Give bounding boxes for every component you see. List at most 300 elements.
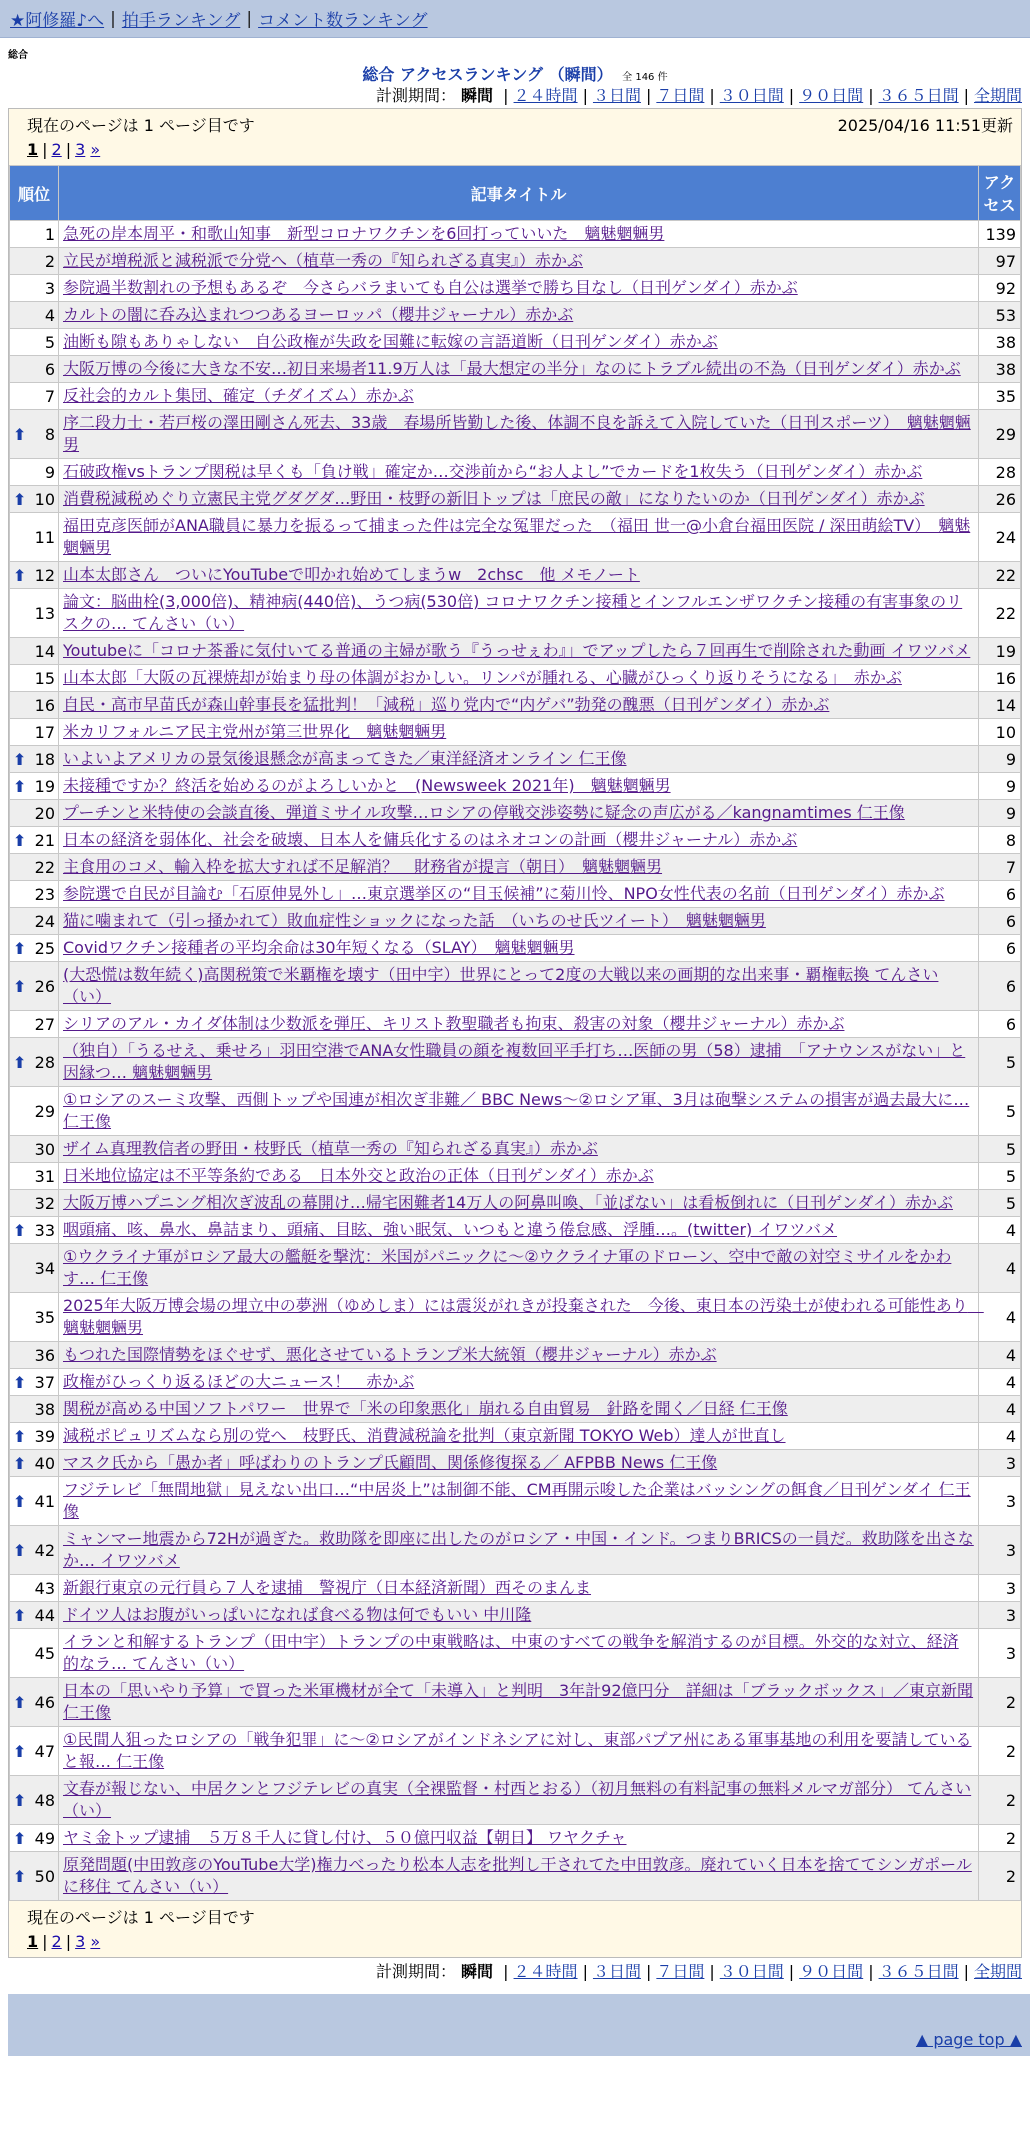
rank-number: 7	[44, 386, 55, 406]
article-title-link[interactable]: ミャンマー地震から72Hが過ぎた。救助隊を即座に出したのがロシア・中国・インド。つまりBRICSの一員だ。救助隊を出さなか… イワツバメ	[63, 1529, 974, 1570]
article-title-link[interactable]: 米カリフォルニア民主党州が第三世界化 魑魅魍魎男	[63, 722, 447, 741]
current-page-text: 現在のページは 1 ページ目です	[27, 1908, 255, 1927]
period-separator: |	[868, 86, 874, 105]
table-row	[10, 665, 1021, 692]
article-title-link[interactable]: 大阪万博ハプニング相次ぎ波乱の幕開け…帰宅困難者14万人の阿鼻叫喚、「並ばない」は看板倒れに（日刊ゲンダイ）赤かぶ	[63, 1193, 953, 1212]
rank-number: 50	[34, 1866, 55, 1886]
rank-number: 2	[44, 251, 55, 271]
rank-cell	[10, 1190, 59, 1217]
article-title-link[interactable]: ①ウクライナ軍がロシア最大の艦艇を撃沈：米国がパニックに〜②ウクライナ軍のドローン、空中で敵の対空ミサイルをかわす… 仁王像	[63, 1247, 952, 1288]
article-title-link[interactable]: (大恐慌は数年続く)高関税策で米覇権を壊す（田中宇）世界にとって2度の大戦以来の画期的な出来事・覇権転換 てんさい（い）	[63, 965, 939, 1006]
access-count: 5	[979, 1136, 1021, 1163]
rank-number: 19	[34, 776, 55, 796]
period-option-link[interactable]: ３６５日間	[878, 86, 959, 105]
page-link[interactable]: 2	[51, 140, 62, 159]
article-title-link[interactable]: 新銀行東京の元行員ら７人を逮捕 警視庁（日本経済新聞）西そのまんま	[63, 1578, 592, 1597]
rank-number: 18	[34, 749, 55, 769]
title-cell	[59, 1136, 979, 1163]
applause-ranking-link[interactable]: 拍手ランキング	[121, 11, 241, 31]
access-count: 38	[979, 356, 1021, 383]
title-cell	[59, 962, 979, 1011]
access-count: 2	[979, 1776, 1021, 1825]
title-cell	[59, 1038, 979, 1087]
page-top-bar	[8, 2024, 1030, 2056]
title-cell	[59, 1217, 979, 1244]
period-separator: |	[503, 86, 509, 105]
title-cell	[59, 773, 979, 800]
period-label: 計測期間：	[375, 86, 456, 105]
period-option-link[interactable]: ７日間	[656, 86, 705, 105]
access-count: 53	[979, 302, 1021, 329]
article-title-link[interactable]: 論文：脳曲栓(3,000倍)、精神病(440倍)、うつ病(530倍) コロナワクチン接種とインフルエンザワクチン接種の有害事象のリスクの… てんさい（い）	[63, 592, 963, 633]
rank-number: 5	[44, 332, 55, 352]
table-row	[10, 1087, 1021, 1136]
rank-cell	[10, 1776, 59, 1825]
title-cell	[59, 854, 979, 881]
rank-cell	[10, 459, 59, 486]
period-separator: |	[709, 1962, 715, 1981]
period-separator: |	[645, 1962, 652, 1981]
rank-cell	[10, 800, 59, 827]
table-row	[10, 908, 1021, 935]
title-cell	[59, 1369, 979, 1396]
up-arrow-icon: ⬆	[13, 424, 27, 444]
table-row	[10, 1396, 1021, 1423]
access-count: 6	[979, 1011, 1021, 1038]
table-row	[10, 562, 1021, 589]
article-title-link[interactable]: イランと和解するトランプ（田中宇）トランプの中東戦略は、中東のすべての戦争を解消するのが目標。外交的な対立、経済的なラ… てんさい（い）	[63, 1632, 959, 1673]
article-title-link[interactable]: ①ロシアのスーミ攻撃、西側トップや国連が相次ぎ非難／ BBC News〜②ロシア軍、3月は砲撃システムの損害が過去最大に… 仁王像	[63, 1090, 970, 1131]
rank-number: 47	[34, 1741, 55, 1761]
article-title-link[interactable]: 序二段力士・若戸桜の澤田剛さん死去、33歳 春場所皆勤した後、体調不良を訴えて入院していた（日刊スポーツ） 魑魅魍魎男	[63, 413, 971, 454]
title-cell	[59, 638, 979, 665]
title-cell	[59, 935, 979, 962]
article-title-link[interactable]: 未接種ですか？終活を始めるのがよろしいかと (Newsweek 2021年) 魑魅魍魎男	[63, 776, 671, 795]
up-arrow-icon: ⬆	[13, 565, 27, 585]
access-count: 4	[979, 1342, 1021, 1369]
rank-cell	[10, 854, 59, 881]
access-count: 8	[979, 827, 1021, 854]
title-cell	[59, 356, 979, 383]
article-title-link[interactable]: 関税が高める中国ソフトパワー 世界で「米の印象悪化」崩れる自由貿易 針路を聞く／日経 仁王像	[63, 1399, 788, 1418]
rank-cell	[10, 302, 59, 329]
period-separator: |	[788, 1962, 795, 1981]
article-title-link[interactable]: 福田克彦医師がANA職員に暴力を振るって捕まった件は完全な冤罪だった （福田 世一@小倉台福田医院 / 深田萌絵TV） 魑魅魍魎男	[63, 516, 971, 557]
title-cell	[59, 1852, 979, 1901]
period-option-link[interactable]: ３日間	[592, 1962, 641, 1981]
title-cell	[59, 1190, 979, 1217]
article-title-link[interactable]: 山本太郎さん ついにYouTubeで叩かれ始めてしまうw 2chsc 他 メモノート	[63, 565, 640, 584]
article-title-link[interactable]: 猫に噛まれて（引っ掻かれて）敗血症性ショックになった話 （いちのせ氏ツイート） 魑魅魍魎男	[63, 911, 766, 930]
rank-cell	[10, 1526, 59, 1575]
access-count: 6	[979, 881, 1021, 908]
rank-number: 45	[34, 1643, 55, 1663]
rank-cell	[10, 827, 59, 854]
period-separator: |	[645, 86, 652, 105]
current-page-number: 1	[27, 1932, 39, 1951]
article-title-link[interactable]: 石破政権vsトランプ関税は早くも「負け戦」確定か…交渉前から“お人よし”でカードを1枚失う（日刊ゲンダイ）赤かぶ	[63, 462, 923, 481]
article-title-link[interactable]: Covidワクチン接種者の平均余命は30年短くなる（SLAY） 魑魅魍魎男	[63, 938, 575, 957]
article-title-link[interactable]: （独自）「うるせえ、乗せろ」羽田空港でANA女性職員の顔を複数回平手打ち…医師の男（58）逮捕 「アナウンスがない」と因縁つ… 魑魅魍魎男	[63, 1041, 966, 1082]
period-option-link[interactable]: ７日間	[656, 1962, 705, 1981]
title-cell	[59, 1678, 979, 1727]
title-cell	[59, 1526, 979, 1575]
access-count: 9	[979, 773, 1021, 800]
period-current: 瞬間	[461, 86, 494, 105]
up-arrow-icon: ⬆	[13, 1866, 27, 1886]
title-cell	[59, 275, 979, 302]
article-title-link[interactable]: 日本の「思いやり予算」で買った米軍機材が全て「未導入」と判明 3年計92億円分 詳細は「ブラックボックス」／東京新聞 仁王像	[63, 1681, 974, 1722]
up-arrow-icon: ⬆	[13, 1426, 27, 1446]
rank-number: 46	[34, 1692, 55, 1712]
period-option-link[interactable]: 全期間	[973, 86, 1022, 105]
access-count: 4	[979, 1423, 1021, 1450]
footer-bar	[8, 1994, 1030, 2024]
article-title-link[interactable]: 参院選で自民が目論む「石原伸晃外し」…東京選挙区の“目玉候補”に菊川怜、NPO女性代表の名前（日刊ゲンダイ）赤かぶ	[63, 884, 945, 903]
article-title-link[interactable]: プーチンと米特使の会談直後、弾道ミサイル攻撃…ロシアの停戦交渉姿勢に疑念の声広がる／kangnamtimes 仁王像	[63, 803, 905, 822]
article-title-link[interactable]: 急死の岸本周平・和歌山知事 新型コロナワクチンを6回打っていいた 魑魅魍魎男	[63, 224, 665, 243]
rank-cell	[10, 1727, 59, 1776]
page-separator: |	[42, 1932, 48, 1951]
pager-bottom	[9, 1901, 1021, 1957]
title-cell	[59, 827, 979, 854]
title-cell	[59, 329, 979, 356]
rank-number: 28	[34, 1052, 55, 1072]
period-option-link[interactable]: ９０日間	[799, 86, 864, 105]
table-row	[10, 1038, 1021, 1087]
up-arrow-icon: ⬆	[13, 1790, 27, 1810]
up-arrow-icon: ⬆	[13, 1828, 27, 1848]
access-count: 3	[979, 1575, 1021, 1602]
title-cell	[59, 1293, 984, 1342]
article-title-link[interactable]: Youtubeに「コロナ茶番に気付いてる普通の主婦が歌う『うっせぇわ』」でアップしたら７回再生で削除された動画 イワツバメ	[63, 641, 971, 660]
page-link[interactable]: 3	[75, 140, 86, 159]
ranking-title: 総合 アクセスランキング （瞬間）	[362, 65, 613, 84]
rank-cell	[10, 1450, 59, 1477]
up-arrow-icon: ⬆	[13, 1372, 27, 1392]
rank-number: 39	[34, 1426, 55, 1446]
article-title-link[interactable]: 自民・高市早苗氏が森山幹事長を猛批判！「減税」巡り党内で“内ゲバ”勃発の醜悪（日刊ゲンダイ）赤かぶ	[63, 695, 830, 714]
title-cell	[59, 1342, 979, 1369]
next-page-link[interactable]: »	[90, 1932, 101, 1951]
access-count: 6	[979, 962, 1021, 1011]
rank-cell	[10, 773, 59, 800]
table-row	[10, 486, 1021, 513]
title-cell	[59, 881, 979, 908]
rank-cell	[10, 1038, 59, 1087]
up-arrow-icon: ⬆	[13, 1453, 27, 1473]
period-label: 計測期間：	[375, 1962, 456, 1981]
access-count: 6	[979, 935, 1021, 962]
rank-number: 43	[34, 1578, 55, 1598]
period-separator: |	[582, 1962, 588, 1981]
rank-cell	[10, 746, 59, 773]
page-top-link[interactable]: ▲ page top ▲	[915, 2030, 1022, 2049]
title-cell	[59, 1163, 979, 1190]
article-title-link[interactable]: 減税ポピュリズムなら別の党へ 枝野氏、消費減税論を批判（東京新聞 TOKYO Web）達人が世直し	[63, 1426, 786, 1445]
article-title-link[interactable]: 咽頭痛、咳、鼻水、鼻詰まり、頭痛、目眩、強い眠気、いつもと違う倦怠感、浮腫…。(twitter) イワツバメ	[63, 1220, 838, 1239]
rank-number: 13	[34, 603, 55, 623]
title-cell	[59, 665, 979, 692]
table-row	[10, 1776, 1021, 1825]
period-option-link[interactable]: ３日間	[592, 86, 641, 105]
period-selector-bottom	[0, 1960, 1030, 1984]
page-separator: |	[42, 140, 48, 159]
page-separator: |	[65, 1932, 72, 1951]
title-cell	[59, 1602, 979, 1629]
period-separator: |	[963, 86, 969, 105]
title-cell	[59, 1087, 979, 1136]
rank-number: 4	[44, 305, 55, 325]
table-row	[10, 329, 1021, 356]
rank-cell	[10, 1087, 59, 1136]
rank-number: 48	[34, 1790, 55, 1810]
table-row	[10, 1602, 1021, 1629]
access-count: 9	[979, 800, 1021, 827]
period-options	[498, 86, 1022, 105]
article-title-link[interactable]: いよいよアメリカの景気後退懸念が高まってきた／東洋経済オンライン 仁王像	[63, 749, 627, 768]
rank-cell	[10, 692, 59, 719]
access-count: 19	[979, 638, 1021, 665]
page-links	[27, 140, 1013, 159]
title-cell	[59, 1629, 979, 1678]
table-row	[10, 1526, 1021, 1575]
access-count: 14	[979, 692, 1021, 719]
rank-cell	[10, 248, 59, 275]
up-arrow-icon: ⬆	[13, 1692, 27, 1712]
access-count: 4	[979, 1244, 1021, 1293]
article-title-link[interactable]: 油断も隙もありゃしない 自公政権が失政を国難に転嫁の言語道断（日刊ゲンダイ）赤かぶ	[63, 332, 718, 351]
up-arrow-icon: ⬆	[13, 1540, 27, 1560]
table-row	[10, 1136, 1021, 1163]
access-count: 5	[979, 1190, 1021, 1217]
access-count: 3	[979, 1602, 1021, 1629]
current-page-text: 現在のページは 1 ページ目です	[27, 116, 255, 135]
title-cell	[59, 1244, 979, 1293]
rank-number: 40	[34, 1453, 55, 1473]
up-arrow-icon: ⬆	[13, 1741, 27, 1761]
access-count: 24	[979, 513, 1021, 562]
article-title-link[interactable]: 2025年大阪万博会場の埋立中の夢洲（ゆめしま）には震災がれきが投棄された 今後、東日本の汚染土が使われる可能性あり 魑魅魍魎男	[63, 1296, 984, 1337]
rank-number: 38	[34, 1399, 55, 1419]
comment-ranking-link[interactable]: コメント数ランキング	[258, 11, 428, 31]
access-count: 16	[979, 665, 1021, 692]
rank-cell	[10, 329, 59, 356]
rank-number: 29	[34, 1101, 55, 1121]
rank-number: 14	[34, 641, 55, 661]
period-current: 瞬間	[461, 1962, 494, 1981]
access-count: 4	[979, 1396, 1021, 1423]
access-count: 38	[979, 329, 1021, 356]
access-count: 139	[979, 221, 1021, 248]
rank-cell	[10, 1136, 59, 1163]
rank-number: 33	[34, 1220, 55, 1240]
title-cell	[59, 800, 979, 827]
article-title-link[interactable]: 大阪万博の今後に大きな不安…初日来場者11.9万人は「最大想定の半分」なのにトラブル続出の不為（日刊ゲンダイ）赤かぶ	[63, 359, 961, 378]
access-count: 2	[979, 1852, 1021, 1901]
access-count: 5	[979, 1038, 1021, 1087]
title-cell	[59, 908, 979, 935]
rank-cell	[10, 1342, 59, 1369]
article-title-link[interactable]: 反社会的カルト集団、確定（チダイズム）赤かぶ	[63, 386, 414, 405]
title-cell	[59, 1423, 979, 1450]
table-row	[10, 1825, 1021, 1852]
table-row	[10, 827, 1021, 854]
up-arrow-icon: ⬆	[13, 776, 27, 796]
table-row	[10, 589, 1021, 638]
up-arrow-icon: ⬆	[13, 1605, 27, 1625]
period-options	[498, 1962, 1022, 1981]
ranking-frame	[8, 108, 1022, 1958]
article-title-link[interactable]: 日米地位協定は不平等条約である 日本外交と政治の正体（日刊ゲンダイ）赤かぶ	[63, 1166, 654, 1185]
period-option-link[interactable]: ９０日間	[799, 1962, 864, 1981]
article-title-link[interactable]: フジテレビ「無間地獄」見えない出口…“中居炎上”は制御不能、CM再開示唆した企業はバッシングの餌食／日刊ゲンダイ 仁王像	[63, 1480, 971, 1521]
rank-number: 24	[34, 911, 55, 931]
rank-cell	[10, 513, 59, 562]
up-arrow-icon: ⬆	[13, 1052, 27, 1072]
rank-number: 23	[34, 884, 55, 904]
table-row	[10, 1190, 1021, 1217]
table-row	[10, 746, 1021, 773]
article-title-link[interactable]: 主食用のコメ、輸入枠を拡大すれば不足解消？ 財務省が提言（朝日） 魑魅魍魎男	[63, 857, 663, 876]
rank-number: 21	[34, 830, 55, 850]
rank-number: 44	[34, 1605, 55, 1625]
access-count: 6	[979, 908, 1021, 935]
period-option-link[interactable]: 全期間	[973, 1962, 1022, 1981]
rank-cell	[10, 1396, 59, 1423]
article-title-link[interactable]: 文春が報じない、中居クンとフジテレビの真実（全裸監督・村西とおる）（初月無料の有料記事の無料メルマガ部分） てんさい（い）	[63, 1779, 972, 1820]
period-option-link[interactable]: ３０日間	[719, 1962, 784, 1981]
access-count: 5	[979, 1087, 1021, 1136]
site-home-link[interactable]: ★阿修羅♪へ	[10, 11, 105, 31]
rank-cell	[10, 1011, 59, 1038]
access-count: 3	[979, 1526, 1021, 1575]
rank-cell	[10, 1629, 59, 1678]
title-cell	[59, 302, 979, 329]
rank-number: 32	[34, 1193, 55, 1213]
rank-cell	[10, 1217, 59, 1244]
up-arrow-icon: ⬆	[13, 1491, 27, 1511]
access-count: 29	[979, 410, 1021, 459]
access-count: 7	[979, 854, 1021, 881]
title-cell	[59, 383, 979, 410]
table-row	[10, 1852, 1021, 1901]
rank-number: 42	[34, 1540, 55, 1560]
table-row	[10, 513, 1021, 562]
access-count: 5	[979, 1163, 1021, 1190]
period-option-link[interactable]: ２４時間	[513, 1962, 578, 1981]
period-separator: |	[503, 1962, 509, 1981]
pager-top	[9, 109, 1021, 165]
article-title-link[interactable]: ①民間人狙ったロシアの「戦争犯罪」に〜②ロシアがインドネシアに対し、東部パプア州にある軍事基地の利用を要請していると報… 仁王像	[63, 1730, 972, 1771]
title-cell	[59, 1776, 979, 1825]
article-title-link[interactable]: 立民が増税派と減税派で分党へ（植草一秀の『知られざる真実』）赤かぶ	[63, 251, 584, 270]
access-count: 2	[979, 1727, 1021, 1776]
total-count: 全 146 件	[622, 72, 668, 83]
access-count: 9	[979, 746, 1021, 773]
table-row	[10, 854, 1021, 881]
table-row	[10, 383, 1021, 410]
rank-cell	[10, 1678, 59, 1727]
table-row	[10, 881, 1021, 908]
rank-column-header: 順位	[10, 166, 59, 221]
access-count: 22	[979, 589, 1021, 638]
access-count: 92	[979, 275, 1021, 302]
rank-cell	[10, 1163, 59, 1190]
ranking-table	[9, 165, 1021, 1901]
article-title-link[interactable]: 政権がひっくり返るほどの大ニュース！ 赤かぶ	[63, 1372, 415, 1391]
table-row	[10, 1678, 1021, 1727]
article-title-link[interactable]: ザイム真理教信者の野田・枝野氏（植草一秀の『知られざる真実』）赤かぶ	[63, 1139, 598, 1158]
rank-cell	[10, 1293, 59, 1342]
up-arrow-icon: ⬆	[13, 938, 27, 958]
article-title-link[interactable]: 原発問題(中田敦彦のYouTube大学)権力べったり松本人志を批判し干されてた中田敦彦。廃れていく日本を捨ててシンガポールに移住 てんさい（い）	[63, 1855, 972, 1896]
nav-separator: |	[110, 8, 116, 29]
rank-number: 20	[34, 803, 55, 823]
access-count: 4	[979, 1217, 1021, 1244]
title-cell	[59, 1011, 979, 1038]
next-page-link[interactable]: »	[90, 140, 101, 159]
article-title-link[interactable]: 参院過半数割れの予想もあるぞ 今さらバラまいても自公は選挙で勝ち目なし（日刊ゲンダイ）赤かぶ	[63, 278, 798, 297]
rank-number: 27	[34, 1014, 55, 1034]
article-title-link[interactable]: 消費税減税めぐり立憲民主党グダグダ…野田・枝野の新旧トップは「庶民の敵」になりたいのか（日刊ゲンダイ）赤かぶ	[63, 489, 925, 508]
rank-number: 41	[34, 1491, 55, 1511]
access-count: 26	[979, 486, 1021, 513]
up-arrow-icon: ⬆	[13, 976, 27, 996]
table-row	[10, 1423, 1021, 1450]
rank-cell	[10, 665, 59, 692]
access-count: 4	[979, 1293, 1021, 1342]
rank-cell	[10, 908, 59, 935]
up-arrow-icon: ⬆	[13, 1220, 27, 1240]
rank-number: 10	[34, 489, 55, 509]
current-page-number: 1	[27, 140, 39, 159]
rank-number: 11	[34, 527, 55, 547]
table-row	[10, 1369, 1021, 1396]
period-option-link[interactable]: ２４時間	[513, 86, 578, 105]
article-title-link[interactable]: シリアのアル・カイダ体制は少数派を弾圧、キリスト教聖職者も拘束、殺害の対象（櫻井ジャーナル）赤かぶ	[63, 1014, 845, 1033]
rank-cell	[10, 383, 59, 410]
rank-cell	[10, 1852, 59, 1901]
title-cell	[59, 513, 979, 562]
article-title-link[interactable]: 日本の経済を弱体化、社会を破壊、日本人を傭兵化するのはネオコンの計画（櫻井ジャーナル）赤かぶ	[63, 830, 798, 849]
period-option-link[interactable]: ３０日間	[719, 86, 784, 105]
rank-cell	[10, 221, 59, 248]
table-row	[10, 719, 1021, 746]
table-row	[10, 1217, 1021, 1244]
table-row	[10, 1727, 1021, 1776]
table-row	[10, 1575, 1021, 1602]
page-link[interactable]: 3	[75, 1932, 86, 1951]
nav-separator: |	[246, 8, 253, 29]
article-title-link[interactable]: もつれた国際情勢をほぐせず、悪化させているトランプ米大統領（櫻井ジャーナル）赤かぶ	[63, 1345, 717, 1364]
article-title-link[interactable]: 山本太郎「大阪の瓦裸焼却が始まり母の体調がおかしい。リンパが腫れる、心臓がひっくり返りそうになる」 赤かぶ	[63, 668, 902, 687]
article-title-link[interactable]: ヤミ金トップ逮捕 ５万８千人に貸し付け、５０億円収益【朝日】 ワヤクチャ	[63, 1828, 627, 1847]
article-title-link[interactable]: カルトの闇に呑み込まれつつあるヨーロッパ（櫻井ジャーナル）赤かぶ	[63, 305, 574, 324]
period-option-link[interactable]: ３６５日間	[878, 1962, 959, 1981]
rank-cell	[10, 935, 59, 962]
article-title-link[interactable]: ドイツ人はお腹がいっぱいになれば食べる物は何でもいい 中川隆	[63, 1605, 532, 1624]
access-count: 3	[979, 1629, 1021, 1678]
top-nav-bar	[0, 0, 1030, 38]
table-row	[10, 1342, 1021, 1369]
title-cell	[59, 562, 979, 589]
page-link[interactable]: 2	[51, 1932, 62, 1951]
rank-cell	[10, 275, 59, 302]
table-row	[10, 302, 1021, 329]
access-count: 97	[979, 248, 1021, 275]
article-title-link[interactable]: マスク氏から「愚か者」呼ばわりのトランプ氏顧問、関係修復探る／ AFPBB News 仁王像	[63, 1453, 718, 1472]
